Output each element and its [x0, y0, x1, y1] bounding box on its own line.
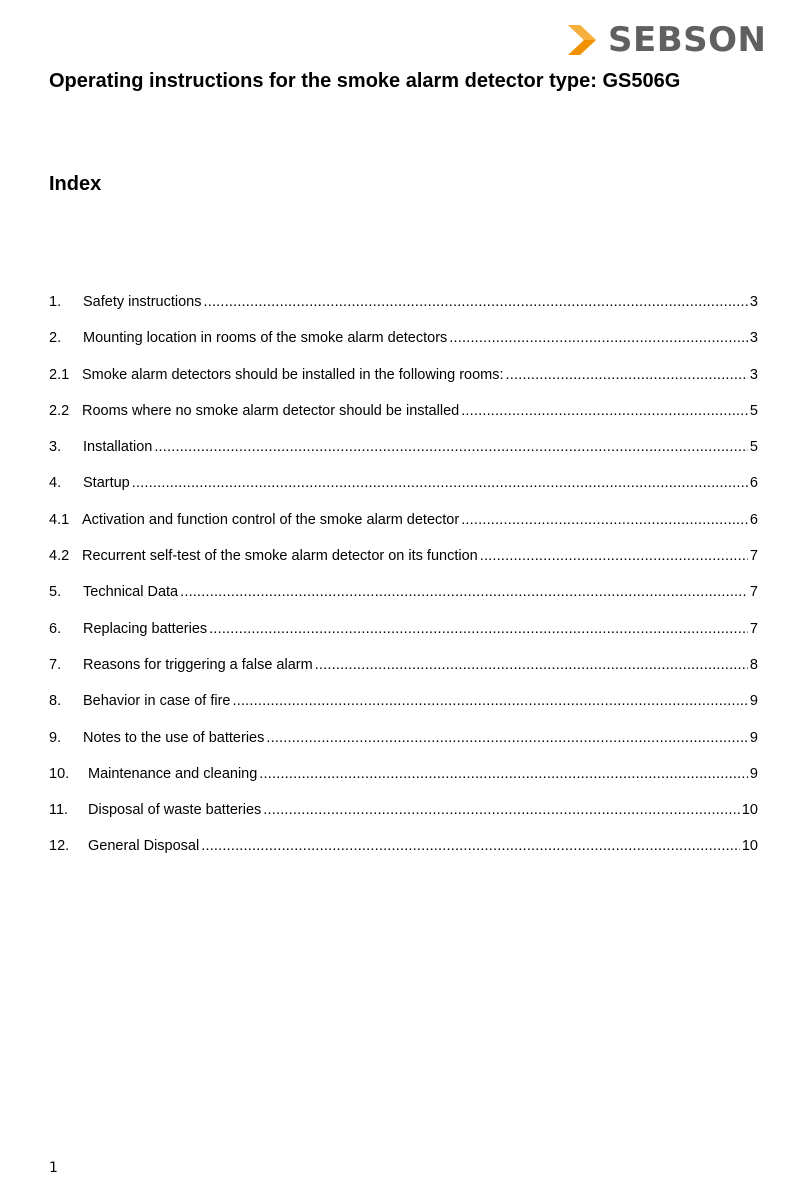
toc-entry-behavior-in-fire[interactable] — [49, 691, 758, 727]
toc-entry-installation[interactable] — [49, 437, 758, 473]
toc-dot-leader — [266, 728, 748, 748]
toc-number: 6. — [49, 620, 62, 637]
toc-title: General Disposal — [88, 838, 200, 855]
toc-entry-maintenance[interactable] — [49, 764, 758, 800]
toc-page-number: 9 — [749, 765, 758, 782]
toc-entry-false-alarm[interactable] — [49, 655, 758, 691]
toc-title: Technical Data — [83, 584, 179, 601]
toc-page-number: 10 — [741, 838, 758, 855]
toc-number: 3. — [49, 439, 62, 456]
toc-number: 10. — [49, 765, 70, 782]
toc-entry-mounting-location[interactable] — [49, 328, 758, 364]
toc-number: 9. — [49, 729, 62, 746]
toc-number: 4. — [49, 475, 62, 492]
toc-title: Replacing batteries — [83, 620, 208, 637]
toc-page-number: 6 — [749, 475, 758, 492]
toc-title: Rooms where no smoke alarm detector should be installed — [82, 402, 460, 419]
toc-title: Behavior in case of fire — [83, 693, 231, 710]
toc-title: Notes to the use of batteries — [83, 729, 265, 746]
toc-number: 8. — [49, 693, 62, 710]
toc-page-number: 5 — [749, 439, 758, 456]
toc-entry-replacing-batteries[interactable] — [49, 619, 758, 655]
toc-number: 7. — [49, 656, 62, 673]
toc-number: 4.2 — [49, 548, 70, 565]
toc-dot-leader — [449, 328, 748, 348]
toc-dot-leader — [180, 582, 748, 602]
page-footer-number: 1 — [49, 1160, 58, 1176]
toc-dot-leader — [506, 365, 748, 385]
toc-dot-leader — [154, 437, 748, 457]
toc-dot-leader — [203, 292, 747, 312]
toc-title: Activation and function control of the smoke alarm detector — [82, 511, 460, 528]
toc-dot-leader — [263, 800, 740, 820]
toc-page-number: 6 — [749, 511, 758, 528]
toc-dot-leader — [315, 655, 748, 675]
toc-title: Mounting location in rooms of the smoke alarm detectors — [83, 330, 448, 347]
chevron-arrow-icon — [566, 23, 602, 57]
toc-title: Startup — [83, 475, 130, 492]
toc-title: Maintenance and cleaning — [88, 765, 258, 782]
toc-page-number: 3 — [749, 294, 758, 310]
toc-number: 2.1 — [49, 366, 70, 383]
toc-entry-safety-instructions[interactable] — [49, 292, 758, 328]
toc-number: 12. — [49, 838, 70, 855]
toc-entry-self-test[interactable] — [49, 546, 758, 582]
toc-number: 4.1 — [49, 511, 70, 528]
toc-title: Smoke alarm detectors should be installed in the following rooms: — [82, 366, 504, 383]
toc-page-number: 7 — [749, 584, 758, 601]
toc-entry-rooms-not-to-install[interactable] — [49, 401, 758, 437]
toc-entry-startup[interactable] — [49, 473, 758, 509]
toc-dot-leader — [480, 546, 748, 566]
toc-page-number: 8 — [749, 656, 758, 673]
toc-entry-activation[interactable] — [49, 510, 758, 546]
toc-page-number: 5 — [749, 402, 758, 419]
logo-wordmark: SEBSON — [608, 20, 767, 60]
toc-number: 1. — [49, 294, 62, 310]
toc-number: 2. — [49, 330, 62, 347]
toc-title: Installation — [83, 439, 153, 456]
toc-dot-leader — [461, 401, 748, 421]
toc-number: 2.2 — [49, 402, 70, 419]
toc-dot-leader — [461, 510, 748, 530]
toc-dot-leader — [259, 764, 748, 784]
toc-title: Reasons for triggering a false alarm — [83, 656, 313, 673]
toc-entry-technical-data[interactable] — [49, 582, 758, 618]
toc-title: Recurrent self-test of the smoke alarm detector on its function — [82, 548, 478, 565]
toc-page-number: 10 — [741, 802, 758, 819]
toc-page-number: 3 — [749, 366, 758, 383]
toc-dot-leader — [132, 473, 748, 493]
toc-entry-rooms-to-install[interactable] — [49, 365, 758, 401]
toc-page-number: 9 — [749, 729, 758, 746]
toc-entry-waste-batteries[interactable] — [49, 800, 758, 836]
toc-page-number: 3 — [749, 330, 758, 347]
toc-title: Safety instructions — [83, 294, 202, 310]
toc-page-number: 7 — [749, 620, 758, 637]
document-title: Operating instructions for the smoke alarm detector type: GS506G — [49, 70, 681, 92]
toc-entry-battery-notes[interactable] — [49, 728, 758, 764]
toc-number: 11. — [49, 802, 69, 819]
toc-page-number: 9 — [749, 693, 758, 710]
toc-dot-leader — [233, 691, 748, 711]
toc-title: Disposal of waste batteries — [88, 802, 262, 819]
table-of-contents — [49, 292, 758, 873]
index-heading: Index — [49, 173, 102, 195]
toc-entry-general-disposal[interactable] — [49, 836, 758, 872]
toc-number: 5. — [49, 584, 62, 601]
toc-dot-leader — [209, 619, 748, 639]
sebson-logo — [566, 20, 766, 60]
toc-page-number: 7 — [749, 548, 758, 565]
toc-dot-leader — [201, 836, 740, 856]
